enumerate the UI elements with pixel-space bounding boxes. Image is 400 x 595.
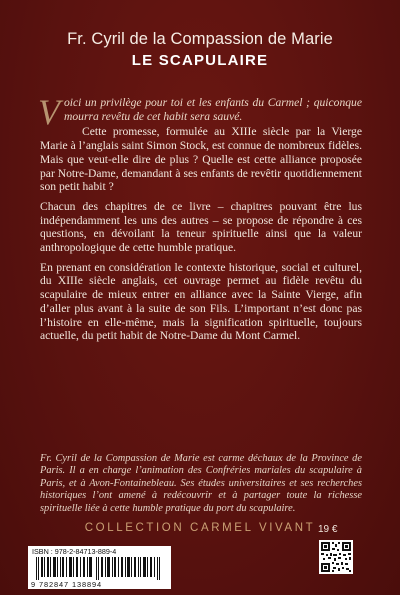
author-name: Fr. Cyril de la Compassion de Marie bbox=[67, 30, 333, 48]
paragraph-1: Cette promesse, formulée au XIIIe siècle par la Vierge Marie à l’anglais saint Simon Stock, est connue de nombreux fidèles. Mais que veut-elle dire de plus ? Quelle est cette alliance proposée par Notre-Dame, demandant à ses enfants de revêtir quotidiennement son petit habit ? bbox=[40, 125, 362, 194]
paragraph-3: En prenant en considération le contexte historique, social et culturel, du XIIIe siècle anglais, cet ouvrage permet au fidèle revêtu du scapulaire de mieux entrer en alliance avec la Sainte Vierge, afin d’aller plus avant à la suite de son Fils. L’important n’est donc pas l’histoire en elle-même, mais la signification spirituelle, toujours actuelle, du petit habit de Notre-Dame du Mont Carmel. bbox=[40, 260, 362, 343]
qr-code-icon bbox=[319, 540, 353, 574]
collection-name: COLLECTION CARMEL VIVANT bbox=[84, 522, 316, 534]
price-label: 19 € bbox=[318, 524, 338, 535]
quote-text: oici un privilège pour toi et les enfants du Carmel ; quiconque mourra revêtu de cet habit sera sauvé. bbox=[64, 96, 362, 123]
book-title: LE SCAPULAIRE bbox=[131, 52, 269, 69]
barcode-icon bbox=[36, 557, 163, 580]
drop-cap: V bbox=[38, 92, 60, 132]
barcode-digits: 9 782847 138894 bbox=[31, 580, 103, 589]
isbn-text: ISBN : 978-2-84713-889-4 bbox=[32, 547, 117, 556]
opening-quote bbox=[38, 92, 362, 132]
barcode-panel bbox=[28, 546, 171, 589]
author-bio: Fr. Cyril de la Compassion de Marie est carme déchaux de la Province de Paris. Il a en charge l’animation des Confréries mariales du scapulaire à Paris, et à Avon-Fontainebleau. Ses études universitaires et ses recherches historiques l’ont amené à redécouvrir et à partager toute la richesse spirituelle liée à cette humble pratique du port du scapulaire. bbox=[40, 453, 362, 514]
back-cover-text bbox=[38, 92, 362, 349]
paragraph-2: Chacun des chapitres de ce livre – chapitres pouvant être lus indépendamment les uns des autres – se propose de répondre à ces questions, en dévoilant la teneur spirituelle ainsi que la valeur anthropologique de cette humble pratique. bbox=[40, 199, 362, 255]
